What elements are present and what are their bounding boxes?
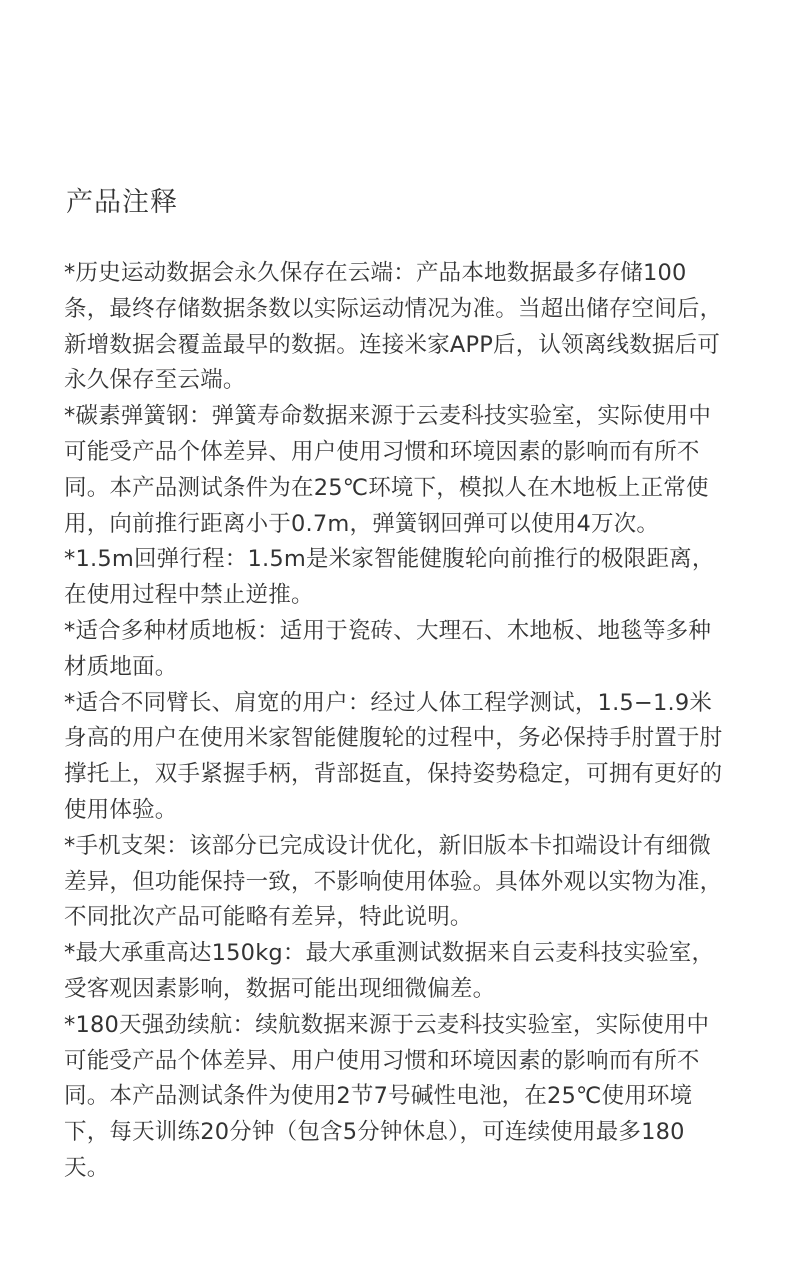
note-floor-materials: *适合多种材质地板：适用于瓷砖、大理石、木地板、地毯等多种材质地面。 bbox=[64, 617, 712, 680]
note-rebound-travel: *1.5m回弹行程：1.5m是米家智能健腹轮向前推行的极限距离，在使用过程中禁止逆推。 bbox=[64, 546, 715, 609]
note-carbon-spring-steel: *碳素弹簧钢：弹簧寿命数据来源于云麦科技实验室，实际使用中可能受产品个体差异、用户使用习惯和环境因素的影响而有所不同。本产品测试条件为在25℃环境下，模拟人在木地板上正常使用，向前推行距离小于0.7m，弹簧钢回弹可以使用4万次。 bbox=[64, 403, 712, 537]
note-phone-holder: *手机支架：该部分已完成设计优化，新旧版本卡扣端设计有细微差异，但功能保持一致，不影响使用体验。具体外观以实物为准，不同批次产品可能略有差异，特此说明。 bbox=[64, 832, 723, 931]
notes-list bbox=[64, 256, 724, 1187]
note-user-fit: *适合不同臂长、肩宽的用户：经过人体工程学测试，1.5−1.9米身高的用户在使用米家智能健腹轮的过程中，务必保持手肘置于肘撑托上，双手紧握手柄，背部挺直，保持姿势稳定，可拥有更好的使用体验。 bbox=[64, 689, 723, 823]
note-battery-life: *180天强劲续航：续航数据来源于云麦科技实验室，实际使用中可能受产品个体差异、用户使用习惯和环境因素的影响而有所不同。本产品测试条件为使用2节7号碱性电池，在25℃使用环境下，每天训练20分钟（包含5分钟休息），可连续使用最多180天。 bbox=[64, 1011, 710, 1181]
note-history-data: *历史运动数据会永久保存在云端：产品本地数据最多存储100条，最终存储数据条数以实际运动情况为准。当超出储存空间后，新增数据会覆盖最早的数据。连接米家APP后，认领离线数据后可永久保存至云端。 bbox=[64, 260, 723, 394]
page-title: 产品注释 bbox=[66, 187, 178, 218]
note-max-load: *最大承重高达150kg：最大承重测试数据来自云麦科技实验室，受客观因素影响，数据可能出现细微偏差。 bbox=[64, 940, 715, 1002]
